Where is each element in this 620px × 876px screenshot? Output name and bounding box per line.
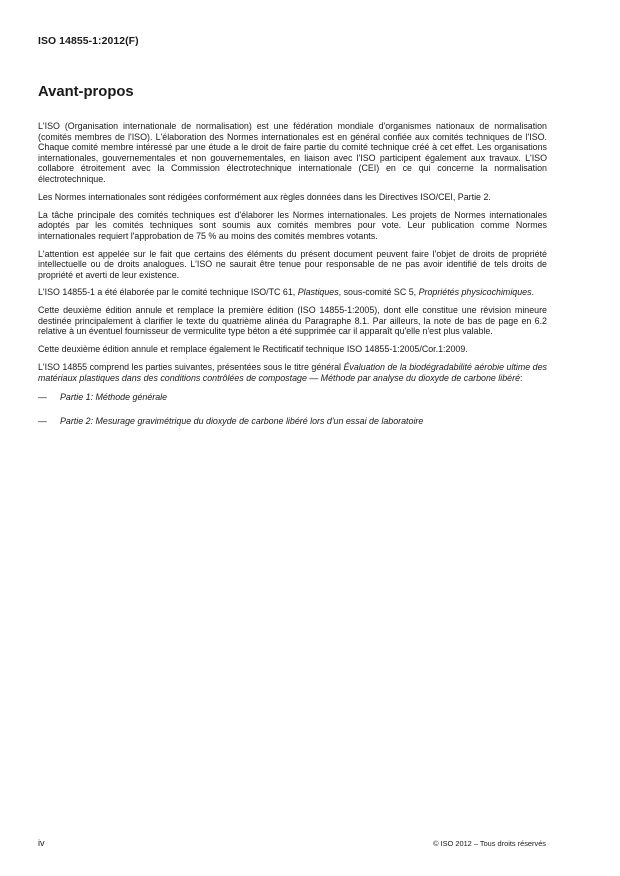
paragraph-committee-task: La tâche principale des comités techniques est d'élaborer les Normes internationales. Les projets de Normes internationales adoptés par les comités techniques sont soumis aux comités membres pour vote. Leur publication comme Normes internationales requiert l'approbation de 75 % au moins des comités membres votants. [38,209,547,241]
paragraph-drafting-rules: Les Normes internationales sont rédigées conformément aux règles données dans les Directives ISO/CEI, Partie 2. [38,191,491,202]
section-title: Avant-propos [38,84,134,100]
paragraph-iso-organisation: L'ISO (Organisation internationale de normalisation) est une fédération mondiale d'organismes nationaux de normalisation (comités membres de l'ISO). L'élaboration des Normes internationales est en général confiée aux comités techniques de l'ISO. Chaque comité membre intéressé par une étude a le droit de faire partie du comité technique créé à cet effet. Les organisations internationales, gouvernementales et non gouvernementales, en liaison avec l'ISO participent également aux travaux. L'ISO collabore étroitement avec la Commission électrotechnique internationale (CEI) en ce qui concerne la normalisation électrotechnique. [38,121,547,184]
part-1-title: Partie 1: Méthode générale [60,392,168,403]
committee-name: Plastiques [297,287,339,298]
copyright-notice: © ISO 2012 – Tous droits réservés [433,839,546,848]
prepared-by-text: L'ISO 14855-1 a été élaborée par le comité technique ISO/TC 61, [38,287,298,298]
document-code: ISO 14855-1:2012(F) [38,36,139,47]
paragraph-prepared-by [38,287,547,298]
page-number: iv [38,838,45,848]
list-item [38,392,547,403]
paragraph-second-edition: Cette deuxième édition annule et remplace la première édition (ISO 14855-1:2005), dont elle constitue une révision mineure destinée principalement à clarifier le texte du quatrième alinéa du Paragraphe 8.1. Par ailleurs, la note de bas de page en 6.2 relative à un éventuel fournisseur de vermiculite type béton a été supprimée car il apparaît qu'elle n'est plus valable. [38,305,547,337]
list-item [38,416,547,427]
prepared-by-subcommittee: , sous-comité SC 5, [338,287,419,298]
paragraph-parts-intro [38,362,547,383]
general-title: Évaluation de la biodégradabilité aérobie ultime des matériaux plastiques dans des conditions contrôlées de compostage — Méthode par analyse du dioxyde de carbone libéré [38,362,547,383]
list-dash: — [38,415,47,426]
parts-intro-end: : [520,372,523,383]
foreword-body [38,121,547,439]
prepared-by-end: . [531,287,535,298]
paragraph-patent-rights: L'attention est appelée sur le fait que certains des éléments du présent document peuvent faire l'objet de droits de propriété intellectuelle ou de droits analogues. L'ISO ne saurait être tenue pour responsable de ne pas avoir identifié de tels droits de propriété et averti de leur existence. [38,248,547,280]
part-2-title: Partie 2: Mesurage gravimétrique du dioxyde de carbone libéré lors d'un essai de laboratoire [60,415,424,426]
paragraph-corrigendum: Cette deuxième édition annule et remplace également le Rectificatif technique ISO 14855-1:2005/Cor.1:2009. [38,344,468,355]
subcommittee-name: Propriétés physicochimiques [418,287,532,298]
parts-intro-text: L'ISO 14855 comprend les parties suivantes, présentées sous le titre général [38,362,344,372]
list-dash: — [38,392,47,403]
